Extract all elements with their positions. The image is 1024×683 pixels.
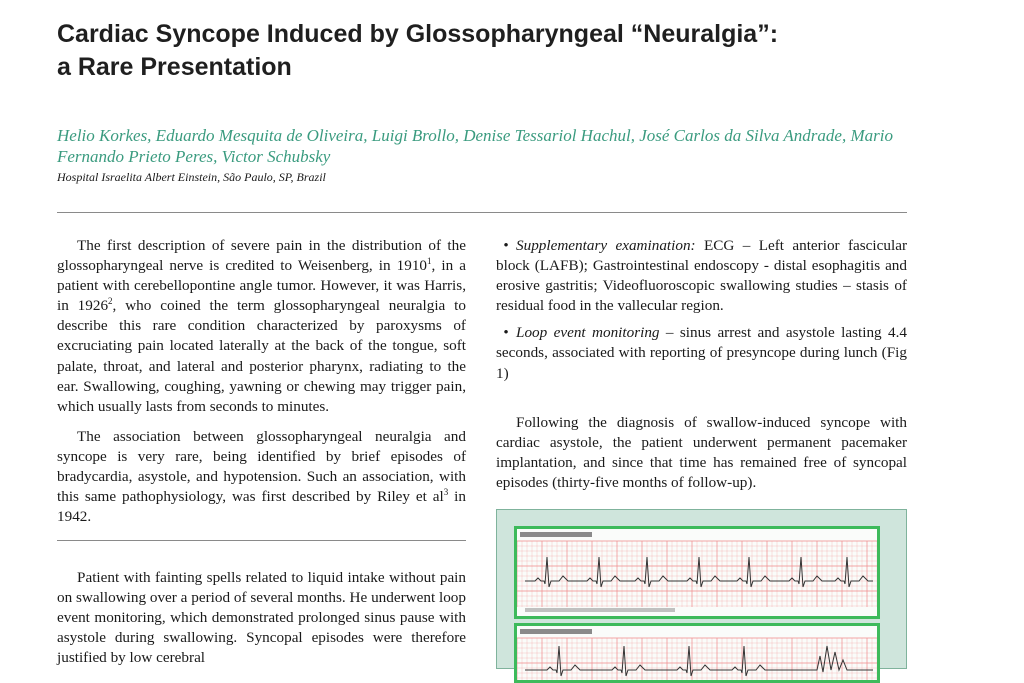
bullet-dot: • (503, 237, 509, 254)
ecg-strip-2 (514, 623, 880, 683)
case-paragraph: Patient with fainting spells related to liquid intake without pain on swallowing over a period of several months. He underwent loop event monitoring, which demonstrated prolonged sinus pause with asystole during swallowing. Syncopal episodes were therefore justified by low cerebral (57, 569, 466, 667)
title-line-2: a Rare Presentation (57, 53, 292, 81)
citation-1: 1 (427, 256, 432, 267)
case-report-column (57, 568, 466, 678)
affiliation: Hospital Israelita Albert Einstein, São Paulo, SP, Brazil (57, 170, 326, 184)
intro-text-c: , who coined the term glossopharyngeal neuralgia to describe this rare condition characterized by paroxysms of excruciating pain located laterally at the back of the tongue, soft palate, throat, and lateral and posterior pharynx, radiating to the ear. Swallowing, coughing, yawning or chewing may trigger pain, which usually lasts from seconds to minutes. (57, 297, 466, 415)
left-column (57, 236, 466, 537)
left-section-divider (57, 540, 466, 541)
title-line-1: Cardiac Syncope Induced by Glossopharyngeal “Neuralgia”: (57, 20, 779, 48)
outcome-paragraph: Following the diagnosis of swallow-induced syncope with cardiac asystole, the patient underwent permanent pacemaker implantation, and since that time has remained free of syncopal episodes (thirty-five months of follow-up). (496, 414, 907, 492)
strip-footer-label (525, 608, 675, 612)
citation-3: 3 (443, 487, 449, 498)
author-list: Helio Korkes, Eduardo Mesquita de Oliveira, Luigi Brollo, Denise Tessariol Hachul, José Carlos da Silva Andrade, Mario Fernando Prieto Peres, Victor Schubsky (57, 126, 893, 166)
bullet-loop-monitoring (496, 323, 907, 383)
intro-text-b: , in a patient with cerebellopontine angle tumor. However, it was Harris, in 1926 (57, 257, 466, 315)
bullet-text-loop: – sinus arrest and asystole lasting 4.4 seconds, associated with reporting of presyncope during lunch (Fig 1) (496, 324, 907, 382)
ecg-waveform (525, 646, 873, 676)
association-text-a: The association between glossopharyngeal neuralgia and syncope is very rare, being identified by brief episodes of bradycardia, asystole, and hypotension. Such an association, with this same pathophysiology, was first described by Riley et al (57, 427, 466, 506)
bullet-label-supplementary: Supplementary examination: (516, 237, 696, 254)
ecg-trace-1 (517, 529, 877, 616)
bullet-supplementary-exam (496, 236, 907, 316)
ecg-waveform (525, 557, 873, 587)
citation-2: 2 (108, 296, 113, 307)
ecg-trace-2 (517, 626, 877, 680)
intro-paragraph-2 (57, 427, 466, 527)
intro-text-a: The first description of severe pain in the distribution of the glossopharyngeal nerve is credited to Weisenberg, in 1910 (57, 237, 466, 275)
bullet-label-loop: Loop event monitoring (516, 324, 660, 342)
right-column (496, 236, 907, 391)
intro-paragraph-1 (57, 236, 466, 417)
ecg-figure (496, 509, 907, 669)
bullet-dot: • (503, 324, 509, 342)
header-divider (57, 212, 907, 213)
bullet-text-supplementary: ECG – Left anterior fascicular block (LAFB); Gastrointestinal endoscopy - distal esophagitis and erosive gastritis; Videofluoroscopic swallowing studies – stasis of residual food in the vallecular region. (496, 237, 907, 315)
ecg-strip-1 (514, 526, 880, 619)
article-title (57, 18, 917, 84)
outcome-column (496, 413, 907, 503)
association-text-b: in 1942. (57, 488, 466, 526)
